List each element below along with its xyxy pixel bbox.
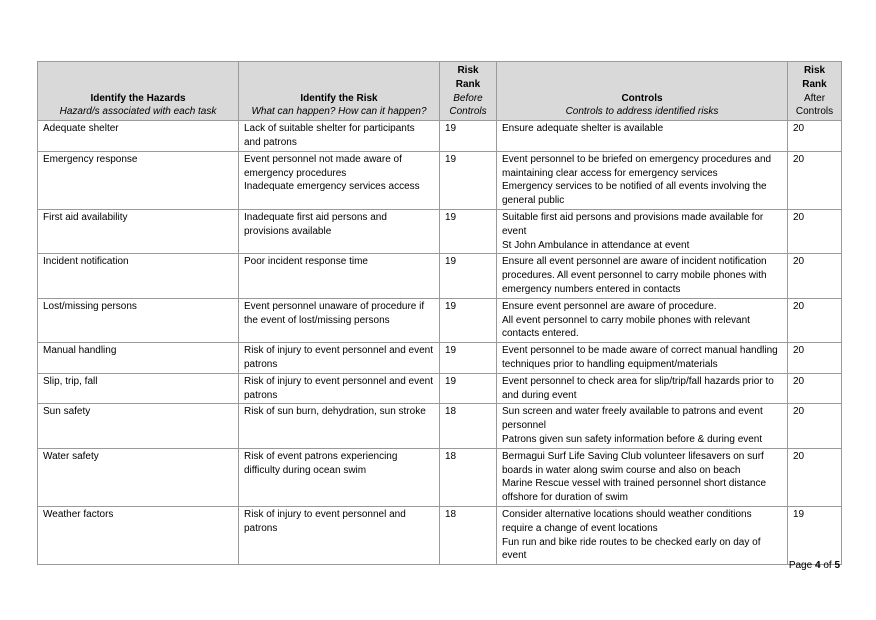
controls-cell: Sun screen and water freely available to patrons and event personnel Patrons given sun safety information before & during event: [497, 404, 788, 448]
hazard-cell: Adequate shelter: [38, 121, 239, 152]
controls-cell: Ensure adequate shelter is available: [497, 121, 788, 152]
risk-cell: Event personnel unaware of procedure if the event of lost/missing persons: [239, 298, 440, 342]
hazard-cell: Incident notification: [38, 254, 239, 298]
rank-before-cell: 18: [440, 506, 497, 564]
header-rank-after-sub-1: After: [803, 92, 826, 104]
controls-cell: Consider alternative locations should weather conditions require a change of event locations Fun run and bike ride routes to be checked early on day of event: [497, 506, 788, 564]
risk-cell: Risk of injury to event personnel and event patrons: [239, 373, 440, 404]
hazard-cell: First aid availability: [38, 209, 239, 253]
header-rank-after-sub-2: Controls: [795, 106, 834, 118]
hazard-cell: Manual handling: [38, 343, 239, 374]
table-row: [38, 373, 842, 404]
rank-after-cell: 20: [788, 151, 842, 209]
hazard-cell: Sun safety: [38, 404, 239, 448]
header-controls: [497, 62, 788, 121]
header-rank-before-sub-2: Controls: [449, 106, 487, 118]
risk-cell: Risk of injury to event personnel and patrons: [239, 506, 440, 564]
hazard-cell: Water safety: [38, 448, 239, 506]
table-row: [38, 404, 842, 448]
controls-cell: Event personnel to be briefed on emergency procedures and maintaining clear access for emergency services Emergency services to be notified of all events involving the general public: [497, 151, 788, 209]
rank-after-cell: 20: [788, 298, 842, 342]
risk-assessment-table: [37, 61, 842, 565]
hazard-cell: Slip, trip, fall: [38, 373, 239, 404]
risk-cell: Risk of injury to event personnel and event patrons: [239, 343, 440, 374]
risk-cell: Risk of event patrons experiencing difficulty during ocean swim: [239, 448, 440, 506]
header-rank-after-title-2: Rank: [802, 78, 827, 90]
header-risk: [239, 62, 440, 121]
table-row: [38, 343, 842, 374]
page-current: 4: [814, 560, 821, 571]
rank-before-cell: 19: [440, 121, 497, 152]
rank-after-cell: 20: [788, 404, 842, 448]
table-row: [38, 121, 842, 152]
header-controls-subtitle: Controls to address identified risks: [565, 106, 719, 118]
controls-cell: Suitable first aid persons and provisions made available for event St John Ambulance in attendance at event: [497, 209, 788, 253]
rank-before-cell: 19: [440, 343, 497, 374]
header-rank-before: [440, 62, 497, 121]
risk-cell: Event personnel not made aware of emergency procedures Inadequate emergency services access: [239, 151, 440, 209]
header-rank-before-title-2: Rank: [455, 78, 481, 90]
controls-cell: Ensure event personnel are aware of procedure. All event personnel to carry mobile phones with relevant contacts entered.: [497, 298, 788, 342]
table-row: [38, 209, 842, 253]
page-number: [789, 560, 840, 571]
page-word: Page: [788, 560, 813, 571]
page-total: 5: [834, 560, 840, 571]
header-rank-before-sub-1: Before: [453, 92, 483, 104]
risk-cell: Inadequate first aid persons and provisions available: [239, 209, 440, 253]
table-row: [38, 506, 842, 564]
risk-cell: Poor incident response time: [239, 254, 440, 298]
rank-before-cell: 19: [440, 254, 497, 298]
table-header-row: [38, 62, 842, 121]
rank-after-cell: 20: [788, 373, 842, 404]
header-rank-after-title-1: Risk: [803, 65, 826, 76]
rank-after-cell: 20: [788, 209, 842, 253]
header-risk-subtitle: What can happen? How can it happen?: [251, 106, 427, 118]
rank-after-cell: 20: [788, 254, 842, 298]
table-row: [38, 298, 842, 342]
rank-after-cell: 20: [788, 121, 842, 152]
of-word: of: [823, 560, 832, 571]
header-controls-title: Controls: [621, 92, 663, 104]
rank-after-cell: 19: [788, 506, 842, 564]
hazard-cell: Emergency response: [38, 151, 239, 209]
risk-cell: Lack of suitable shelter for participants and patrons: [239, 121, 440, 152]
hazard-cell: Weather factors: [38, 506, 239, 564]
rank-before-cell: 18: [440, 448, 497, 506]
risk-cell: Risk of sun burn, dehydration, sun stroke: [239, 404, 440, 448]
header-rank-before-title-1: Risk: [457, 65, 479, 76]
rank-after-cell: 20: [788, 343, 842, 374]
controls-cell: Bermagui Surf Life Saving Club volunteer lifesavers on surf boards in water along swim course and also on beach Marine Rescue vessel with trained personnel short distance offshore for duration of swim: [497, 448, 788, 506]
table-row: [38, 254, 842, 298]
rank-before-cell: 19: [440, 298, 497, 342]
hazard-cell: Lost/missing persons: [38, 298, 239, 342]
rank-before-cell: 19: [440, 209, 497, 253]
rank-before-cell: 18: [440, 404, 497, 448]
controls-cell: Ensure all event personnel are aware of incident notification procedures. All event personnel to carry mobile phones with emergency numbers entered in contacts: [497, 254, 788, 298]
rank-before-cell: 19: [440, 151, 497, 209]
header-risk-title: Identify the Risk: [300, 92, 378, 104]
controls-cell: Event personnel to be made aware of correct manual handling techniques prior to handling equipment/materials: [497, 343, 788, 374]
header-hazards-subtitle: Hazard/s associated with each task: [59, 106, 217, 118]
header-hazards: [38, 62, 239, 121]
table-row: [38, 448, 842, 506]
header-hazards-title: Identify the Hazards: [90, 92, 186, 104]
table-row: [38, 151, 842, 209]
controls-cell: Event personnel to check area for slip/trip/fall hazards prior to and during event: [497, 373, 788, 404]
header-rank-after: [788, 62, 842, 121]
rank-after-cell: 20: [788, 448, 842, 506]
rank-before-cell: 19: [440, 373, 497, 404]
